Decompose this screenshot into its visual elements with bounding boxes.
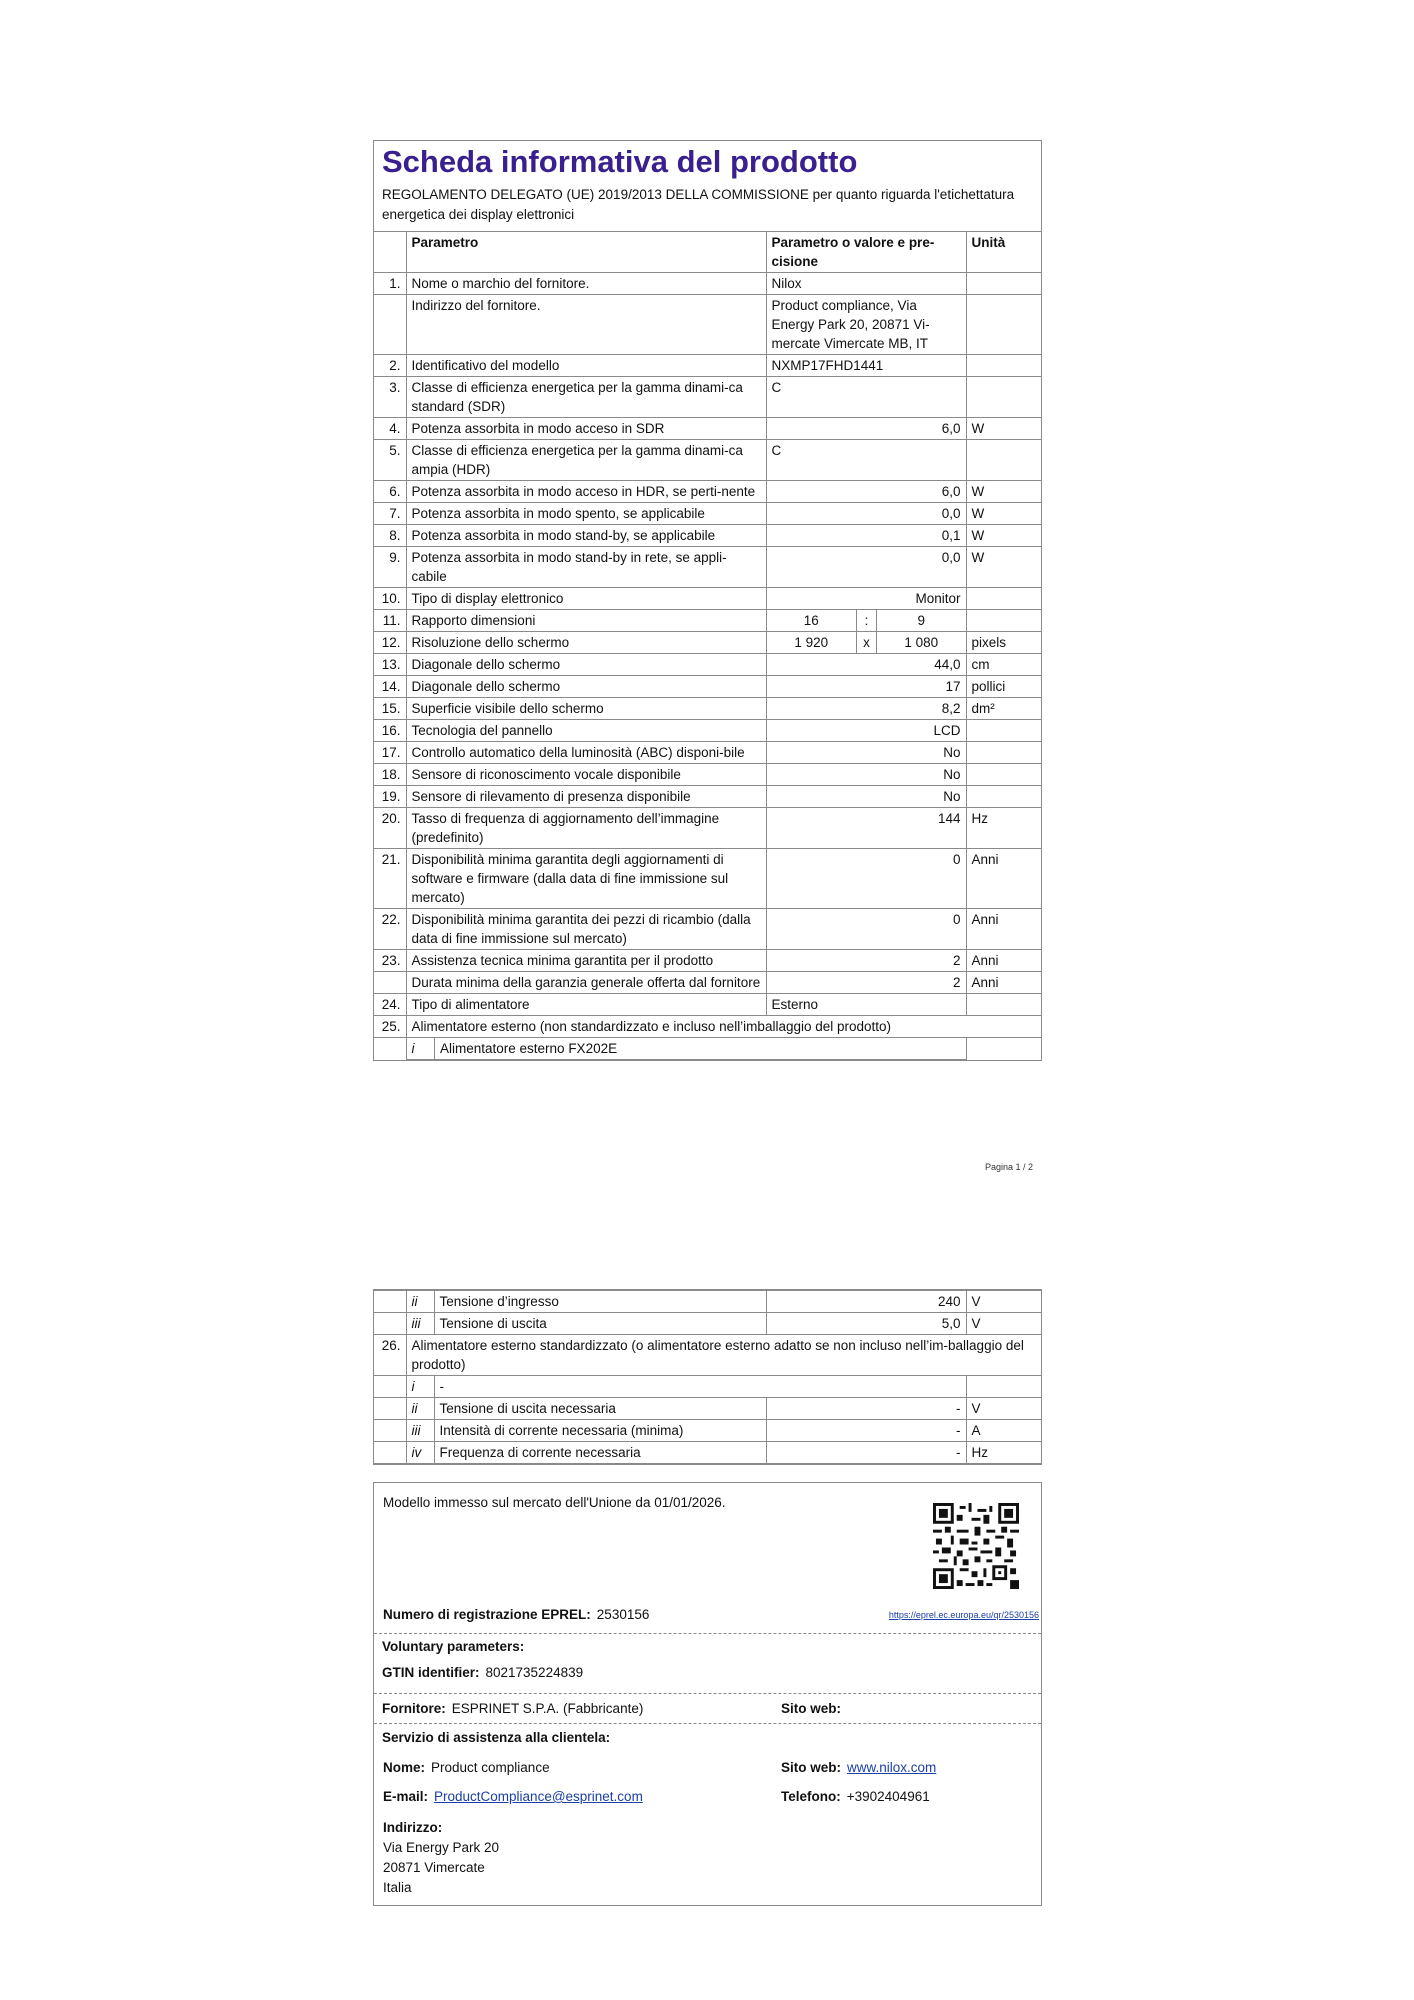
row-unit: W bbox=[966, 481, 1041, 503]
email-link[interactable]: ProductCompliance@esprinet.com bbox=[434, 1789, 643, 1804]
row-number: 18. bbox=[374, 764, 406, 786]
ratio-b: 9 bbox=[917, 613, 925, 628]
row-number-empty bbox=[374, 1291, 406, 1313]
row-unit bbox=[966, 273, 1041, 295]
table-row bbox=[374, 994, 1041, 1016]
row-number-empty bbox=[374, 1376, 406, 1398]
table-row bbox=[374, 588, 1041, 610]
row-param: Alimentatore esterno standardizzato (o alimentatore esterno adatto se non incluso nell’im-ballaggio del prodotto) bbox=[406, 1335, 1041, 1376]
row-param: Classe di efficienza energetica per la gamma dinami-ca ampia (HDR) bbox=[406, 440, 766, 481]
row-param: Sensore di rilevamento di presenza disponibile bbox=[406, 786, 766, 808]
row-param: Disponibilità minima garantita degli aggiornamenti di software e firmware (dalla data di fine immissione sul mercato) bbox=[406, 849, 766, 909]
product-sheet-page-1 bbox=[373, 140, 1042, 1061]
row-param: Rapporto dimensioni bbox=[406, 610, 766, 632]
table-row bbox=[374, 698, 1041, 720]
parameter-table-continued bbox=[374, 1290, 1041, 1464]
row-unit: pollici bbox=[966, 676, 1041, 698]
row-unit bbox=[966, 355, 1041, 377]
row-value: 144 bbox=[766, 808, 966, 849]
row-param: Diagonale dello schermo bbox=[406, 676, 766, 698]
row-number: 2. bbox=[374, 355, 406, 377]
gtin-value: 8021735224839 bbox=[485, 1665, 584, 1680]
row-unit: W bbox=[966, 418, 1041, 440]
row-value: Monitor bbox=[766, 588, 966, 610]
ratio-cell bbox=[766, 610, 966, 632]
row-value: 6,0 bbox=[766, 481, 966, 503]
row-unit bbox=[966, 742, 1041, 764]
row-value: 44,0 bbox=[766, 654, 966, 676]
row-number: 13. bbox=[374, 654, 406, 676]
sub-param: Tensione di uscita bbox=[434, 1313, 766, 1335]
row-value: 2 bbox=[766, 972, 966, 994]
row-unit bbox=[966, 764, 1041, 786]
sub-param: Alimentatore esterno FX202E bbox=[440, 1041, 618, 1056]
address-line-1: Via Energy Park 20 bbox=[383, 1840, 500, 1855]
sub-param: - bbox=[434, 1376, 966, 1398]
row-unit: Hz bbox=[966, 808, 1041, 849]
row-value: LCD bbox=[766, 720, 966, 742]
row-unit bbox=[966, 295, 1041, 355]
resolution-sep: x bbox=[857, 632, 877, 653]
row-unit: V bbox=[966, 1313, 1041, 1335]
row-value: 0,0 bbox=[766, 547, 966, 588]
row-unit: W bbox=[966, 525, 1041, 547]
resolution-cell bbox=[766, 632, 966, 654]
table-row bbox=[374, 808, 1041, 849]
row-param: Risoluzione dello schermo bbox=[406, 632, 766, 654]
table-row bbox=[374, 1376, 1041, 1398]
row-param: Alimentatore esterno (non standardizzato e incluso nell’imballaggio del prodotto) bbox=[406, 1016, 1041, 1038]
row-unit: dm² bbox=[966, 698, 1041, 720]
row-number bbox=[374, 295, 406, 355]
row-value: Esterno bbox=[766, 994, 966, 1016]
row-number bbox=[374, 972, 406, 994]
row-number: 4. bbox=[374, 418, 406, 440]
row-value: NXMP17FHD1441 bbox=[766, 355, 966, 377]
row-number: 1. bbox=[374, 273, 406, 295]
row-number-empty bbox=[374, 1398, 406, 1420]
table-row bbox=[374, 273, 1041, 295]
resolution-b: 1 080 bbox=[904, 635, 939, 650]
sub-key: ii bbox=[406, 1291, 434, 1313]
row-number-empty bbox=[374, 1420, 406, 1442]
table-row bbox=[374, 610, 1041, 632]
row-param: Tasso di frequenza di aggiornamento dell’immagine (predefinito) bbox=[406, 808, 766, 849]
row-param: Disponibilità minima garantita dei pezzi di ricambio (dalla data di fine immissione sul mercato) bbox=[406, 909, 766, 950]
row-param: Tipo di display elettronico bbox=[406, 588, 766, 610]
row-unit: Anni bbox=[966, 909, 1041, 950]
row-number-empty bbox=[374, 1038, 406, 1060]
address-label: Indirizzo: bbox=[383, 1820, 443, 1835]
table-row bbox=[374, 950, 1041, 972]
site-label: Sito web: bbox=[781, 1701, 841, 1716]
table-row bbox=[374, 764, 1041, 786]
website-link[interactable]: www.nilox.com bbox=[847, 1760, 937, 1775]
row-number: 7. bbox=[374, 503, 406, 525]
row-unit: Anni bbox=[966, 972, 1041, 994]
row-param: Assistenza tecnica minima garantita per il prodotto bbox=[406, 950, 766, 972]
row-number: 3. bbox=[374, 377, 406, 418]
table-row bbox=[374, 1313, 1041, 1335]
row-param: Classe di efficienza energetica per la gamma dinami-ca standard (SDR) bbox=[406, 377, 766, 418]
row-unit: A bbox=[966, 1420, 1041, 1442]
phone-label: Telefono: bbox=[781, 1789, 841, 1804]
row-param: Tecnologia del pannello bbox=[406, 720, 766, 742]
table-row bbox=[374, 481, 1041, 503]
row-param: Potenza assorbita in modo stand-by in rete, se appli-cabile bbox=[406, 547, 766, 588]
page-number: Pagina 1 / 2 bbox=[985, 1162, 1034, 1172]
sub-param: Tensione d’ingresso bbox=[434, 1291, 766, 1313]
table-row bbox=[374, 1442, 1041, 1464]
row-unit: V bbox=[966, 1291, 1041, 1313]
row-number: 17. bbox=[374, 742, 406, 764]
row-value: 5,0 bbox=[766, 1313, 966, 1335]
row-number: 6. bbox=[374, 481, 406, 503]
row-unit: Anni bbox=[966, 950, 1041, 972]
row-number: 19. bbox=[374, 786, 406, 808]
row-value: 8,2 bbox=[766, 698, 966, 720]
name-value: Product compliance bbox=[431, 1760, 550, 1775]
row-param: Potenza assorbita in modo stand-by, se applicabile bbox=[406, 525, 766, 547]
row-value: C bbox=[766, 440, 966, 481]
row-value: C bbox=[766, 377, 966, 418]
row-param: Durata minima della garanzia generale offerta dal fornitore bbox=[406, 972, 766, 994]
row-value: - bbox=[766, 1442, 966, 1464]
table-row bbox=[374, 418, 1041, 440]
row-param: Potenza assorbita in modo spento, se applicabile bbox=[406, 503, 766, 525]
product-sheet-page-2 bbox=[373, 1289, 1042, 1465]
row-unit: Anni bbox=[966, 849, 1041, 909]
sub-param: Tensione di uscita necessaria bbox=[434, 1398, 766, 1420]
email-label: E-mail: bbox=[383, 1789, 429, 1804]
row-param: Potenza assorbita in modo acceso in SDR bbox=[406, 418, 766, 440]
sub-key: iii bbox=[406, 1313, 434, 1335]
row-param: Potenza assorbita in modo acceso in HDR, se perti-nente bbox=[406, 481, 766, 503]
table-row bbox=[374, 377, 1041, 418]
col-value-header: Parametro o valore e pre-cisione bbox=[766, 232, 966, 273]
supplier-label: Fornitore: bbox=[382, 1701, 446, 1716]
row-unit: pixels bbox=[966, 632, 1041, 654]
row-unit: V bbox=[966, 1398, 1041, 1420]
row-unit: cm bbox=[966, 654, 1041, 676]
row-value: No bbox=[766, 742, 966, 764]
table-row bbox=[374, 786, 1041, 808]
row-unit bbox=[966, 588, 1041, 610]
table-row bbox=[374, 503, 1041, 525]
table-row bbox=[374, 909, 1041, 950]
row-param: Controllo automatico della luminosità (ABC) disponi-bile bbox=[406, 742, 766, 764]
row-unit: Hz bbox=[966, 1442, 1041, 1464]
table-row bbox=[374, 355, 1041, 377]
row-number-empty bbox=[374, 1313, 406, 1335]
row-unit: W bbox=[966, 547, 1041, 588]
page-title: Scheda informativa del prodotto bbox=[382, 144, 858, 179]
row-param: Diagonale dello schermo bbox=[406, 654, 766, 676]
address-line-3: Italia bbox=[383, 1880, 412, 1895]
eprel-row bbox=[383, 1607, 649, 1622]
ratio-sep: : bbox=[857, 610, 877, 631]
address-line-2: 20871 Vimercate bbox=[383, 1860, 485, 1875]
table-row bbox=[374, 1420, 1041, 1442]
sub-param: Intensità di corrente necessaria (minima) bbox=[434, 1420, 766, 1442]
customer-service-label: Servizio di assistenza alla clientela: bbox=[382, 1730, 611, 1745]
table-row bbox=[374, 849, 1041, 909]
row-number: 11. bbox=[374, 610, 406, 632]
table-row bbox=[374, 1335, 1041, 1376]
row-param: Identificativo del modello bbox=[406, 355, 766, 377]
table-row bbox=[374, 295, 1041, 355]
row-unit bbox=[966, 786, 1041, 808]
sub-key: ii bbox=[406, 1398, 434, 1420]
row-unit bbox=[966, 720, 1041, 742]
eprel-value: 2530156 bbox=[596, 1607, 650, 1622]
row-value: - bbox=[766, 1420, 966, 1442]
supplier-value: ESPRINET S.P.A. (Fabbricante) bbox=[451, 1701, 644, 1716]
table-row bbox=[374, 742, 1041, 764]
table-row bbox=[374, 1016, 1041, 1038]
gtin-row bbox=[382, 1665, 1033, 1680]
parameter-table bbox=[374, 231, 1041, 1060]
row-value: 0 bbox=[766, 849, 966, 909]
row-unit: W bbox=[966, 503, 1041, 525]
ratio-a: 16 bbox=[767, 610, 857, 631]
col-num bbox=[374, 232, 406, 273]
table-row bbox=[374, 676, 1041, 698]
row-number: 16. bbox=[374, 720, 406, 742]
table-row bbox=[374, 525, 1041, 547]
col-param-header: Parametro bbox=[406, 232, 766, 273]
eprel-label: Numero di registrazione EPREL: bbox=[383, 1607, 591, 1622]
row-param: Indirizzo del fornitore. bbox=[406, 295, 766, 355]
row-value: 0,1 bbox=[766, 525, 966, 547]
row-number: 10. bbox=[374, 588, 406, 610]
eprel-link[interactable]: https://eprel.ec.europa.eu/qr/2530156 bbox=[888, 1610, 1039, 1620]
row-value: - bbox=[766, 1398, 966, 1420]
row-value: 2 bbox=[766, 950, 966, 972]
row-number: 22. bbox=[374, 909, 406, 950]
sub-key: i bbox=[406, 1376, 434, 1398]
site2-label: Sito web: bbox=[781, 1760, 841, 1775]
row-value: 0 bbox=[766, 909, 966, 950]
sub-row bbox=[406, 1038, 966, 1060]
row-value: 6,0 bbox=[766, 418, 966, 440]
registration-footer bbox=[373, 1482, 1042, 1906]
name-label: Nome: bbox=[383, 1760, 426, 1775]
row-number: 24. bbox=[374, 994, 406, 1016]
row-number: 12. bbox=[374, 632, 406, 654]
row-number-empty bbox=[374, 1442, 406, 1464]
table-row bbox=[374, 1291, 1041, 1313]
row-value: No bbox=[766, 764, 966, 786]
sub-key: iv bbox=[406, 1442, 434, 1464]
row-number: 9. bbox=[374, 547, 406, 588]
row-param: Nome o marchio del fornitore. bbox=[406, 273, 766, 295]
table-row bbox=[374, 1398, 1041, 1420]
qr-code-icon bbox=[933, 1503, 1019, 1589]
table-row bbox=[374, 1038, 1041, 1060]
row-unit bbox=[966, 1038, 1041, 1060]
row-number: 15. bbox=[374, 698, 406, 720]
row-value: 0,0 bbox=[766, 503, 966, 525]
row-unit bbox=[966, 610, 1041, 632]
table-header-row bbox=[374, 232, 1041, 273]
row-param: Superficie visibile dello schermo bbox=[406, 698, 766, 720]
phone-value: +3902404961 bbox=[846, 1789, 930, 1804]
table-row bbox=[374, 720, 1041, 742]
row-number: 21. bbox=[374, 849, 406, 909]
row-unit bbox=[966, 1376, 1041, 1398]
row-number: 23. bbox=[374, 950, 406, 972]
table-row bbox=[374, 654, 1041, 676]
sub-key: i bbox=[407, 1038, 435, 1059]
row-value: Product compliance, Via Energy Park 20, 20871 Vi-mercate Vimercate MB, IT bbox=[766, 295, 966, 355]
row-unit bbox=[966, 440, 1041, 481]
row-param: Sensore di riconoscimento vocale disponibile bbox=[406, 764, 766, 786]
gtin-label: GTIN identifier: bbox=[382, 1665, 480, 1680]
row-number: 26. bbox=[374, 1335, 406, 1376]
row-value: 240 bbox=[766, 1291, 966, 1313]
row-number: 5. bbox=[374, 440, 406, 481]
table-row bbox=[374, 440, 1041, 481]
row-value: 17 bbox=[766, 676, 966, 698]
row-number: 20. bbox=[374, 808, 406, 849]
table-row bbox=[374, 547, 1041, 588]
table-row bbox=[374, 972, 1041, 994]
row-value: No bbox=[766, 786, 966, 808]
row-number: 25. bbox=[374, 1016, 406, 1038]
voluntary-label: Voluntary parameters: bbox=[382, 1639, 525, 1654]
row-param: Tipo di alimentatore bbox=[406, 994, 766, 1016]
row-unit bbox=[966, 994, 1041, 1016]
table-row bbox=[374, 632, 1041, 654]
col-unit-header: Unità bbox=[966, 232, 1041, 273]
row-number: 8. bbox=[374, 525, 406, 547]
row-value: Nilox bbox=[766, 273, 966, 295]
resolution-a: 1 920 bbox=[767, 632, 857, 653]
row-number: 14. bbox=[374, 676, 406, 698]
row-unit bbox=[966, 377, 1041, 418]
sub-key: iii bbox=[406, 1420, 434, 1442]
market-date-text: Modello immesso sul mercato dell'Unione da 01/01/2026. bbox=[383, 1495, 726, 1510]
sub-param: Frequenza di corrente necessaria bbox=[434, 1442, 766, 1464]
regulation-subtitle: REGOLAMENTO DELEGATO (UE) 2019/2013 DELLA COMMISSIONE per quanto riguarda l'etichettatura energetica dei display elettronici bbox=[382, 187, 1015, 222]
